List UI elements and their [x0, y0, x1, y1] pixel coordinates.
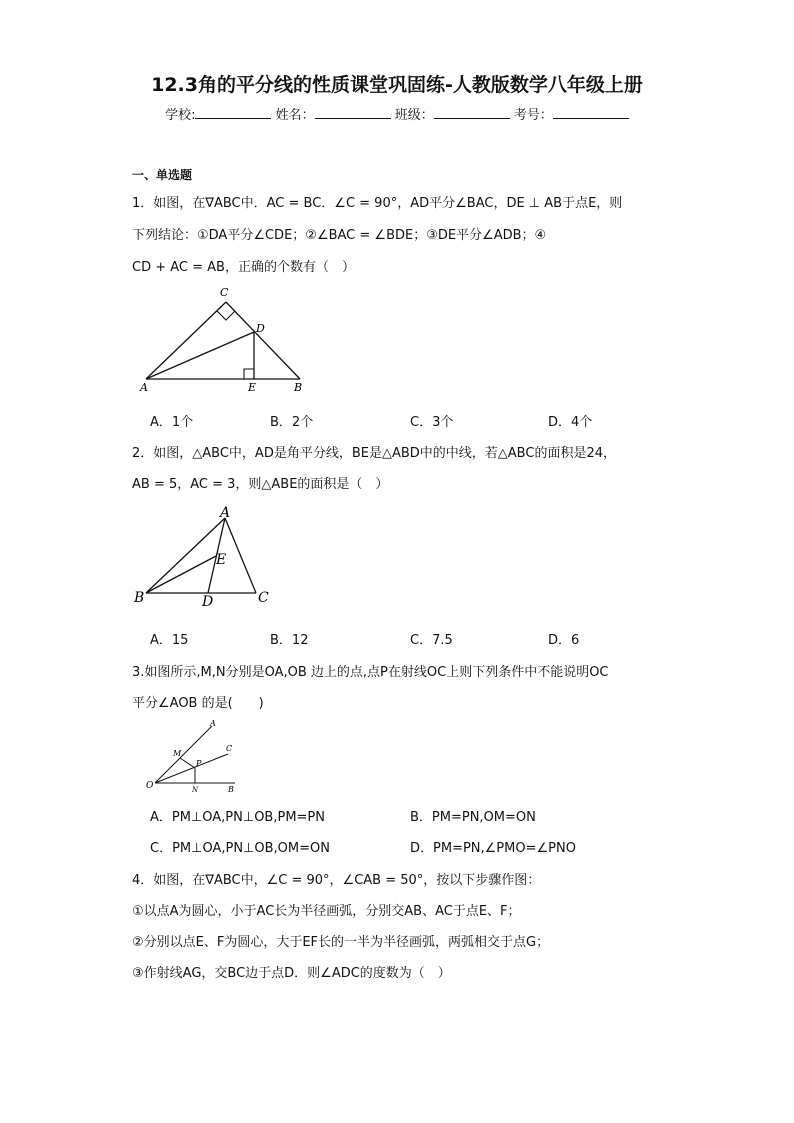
q3-label-m: M	[173, 749, 182, 758]
q1-label-e: E	[248, 381, 257, 394]
q4-step1: ①以点A为圆心，小于AC长为半径画弧，分别交AB、AC于点E、F；	[132, 904, 521, 919]
q3-label-c: C	[226, 744, 233, 753]
q3-option-c[interactable]: C．PM⊥OA,PN⊥OB,OM=ON	[150, 841, 330, 856]
name-label: 姓名：	[275, 108, 315, 123]
q2-option-b[interactable]: B．12	[270, 633, 309, 648]
q3-label-o: O	[146, 781, 154, 791]
q4-line1: 4．如图，在∇ABC中，∠C = 90°，∠CAB = 50°，按以下步骤作图：	[132, 873, 541, 888]
q1-option-b[interactable]: B．2个	[270, 415, 314, 430]
q1-label-a: A	[140, 381, 148, 394]
class-blank	[434, 106, 510, 119]
q1-line2: 下列结论：①DA平分∠CDE；②∠BAC = ∠BDE；③DE平分∠ADB；④	[132, 228, 547, 243]
q2-line2: AB = 5，AC = 3，则△ABE的面积是（ ）	[132, 477, 389, 492]
q1-label-d: D	[256, 322, 265, 335]
student-info-line	[0, 104, 794, 123]
school-blank	[195, 106, 271, 119]
class-label: 班级：	[394, 108, 434, 123]
q2-label-e: E	[216, 552, 227, 568]
number-label: 考号：	[513, 108, 553, 123]
q4-step2: ②分别以点E、F为圆心，大于EF长的一半为半径画弧，两弧相交于点G；	[132, 935, 550, 950]
q1-line1: 1．如图，在∇ABC中．AC = BC．∠C = 90°，AD平分∠BAC，DE ⊥ AB于点E，则	[132, 196, 623, 211]
school-label: 学校:	[165, 108, 196, 123]
q2-label-b: B	[134, 590, 145, 606]
q1-label-c: C	[220, 286, 229, 299]
q2-label-c: C	[258, 590, 269, 606]
q2-option-c[interactable]: C．7.5	[410, 633, 453, 648]
q2-option-d[interactable]: D．6	[548, 633, 580, 648]
q2-option-a[interactable]: A．15	[150, 633, 189, 648]
q3-line2: 平分∠AOB 的是( )	[132, 696, 264, 711]
q1-line3: CD + AC = AB，正确的个数有（ ）	[132, 260, 355, 275]
q4-step3: ③作射线AG，交BC边于点D．则∠ADC的度数为（ ）	[132, 966, 451, 981]
q3-label-p: P	[196, 759, 202, 768]
q3-label-n: N	[192, 786, 199, 794]
q3-label-b: B	[228, 785, 234, 794]
q1-figure	[136, 284, 312, 396]
q2-label-d: D	[202, 594, 214, 610]
q3-option-d[interactable]: D．PM=PN,∠PMO=∠PNO	[410, 841, 576, 856]
q2-label-a: A	[220, 505, 231, 521]
section-heading: 一、单选题	[132, 168, 193, 182]
q1-option-a[interactable]: A．1个	[150, 415, 194, 430]
q3-label-a: A	[210, 719, 216, 728]
q1-option-c[interactable]: C．3个	[410, 415, 454, 430]
q3-figure	[140, 716, 250, 796]
page-title: 12.3角的平分线的性质课堂巩固练-人教版数学八年级上册	[151, 74, 643, 96]
q2-figure	[130, 500, 280, 612]
name-blank	[315, 106, 391, 119]
number-blank	[553, 106, 629, 119]
q1-option-d[interactable]: D．4个	[548, 415, 593, 430]
q1-label-b: B	[294, 381, 303, 394]
q3-option-b[interactable]: B．PM=PN,OM=ON	[410, 810, 536, 825]
q3-option-a[interactable]: A．PM⊥OA,PN⊥OB,PM=PN	[150, 810, 325, 825]
q2-line1: 2．如图，△ABC中，AD是角平分线，BE是△ABD中的中线，若△ABC的面积是24，	[132, 446, 616, 461]
q3-line1: 3.如图所示,M,N分别是OA,OB 边上的点,点P在射线OC上则下列条件中不能说明OC	[132, 665, 609, 680]
